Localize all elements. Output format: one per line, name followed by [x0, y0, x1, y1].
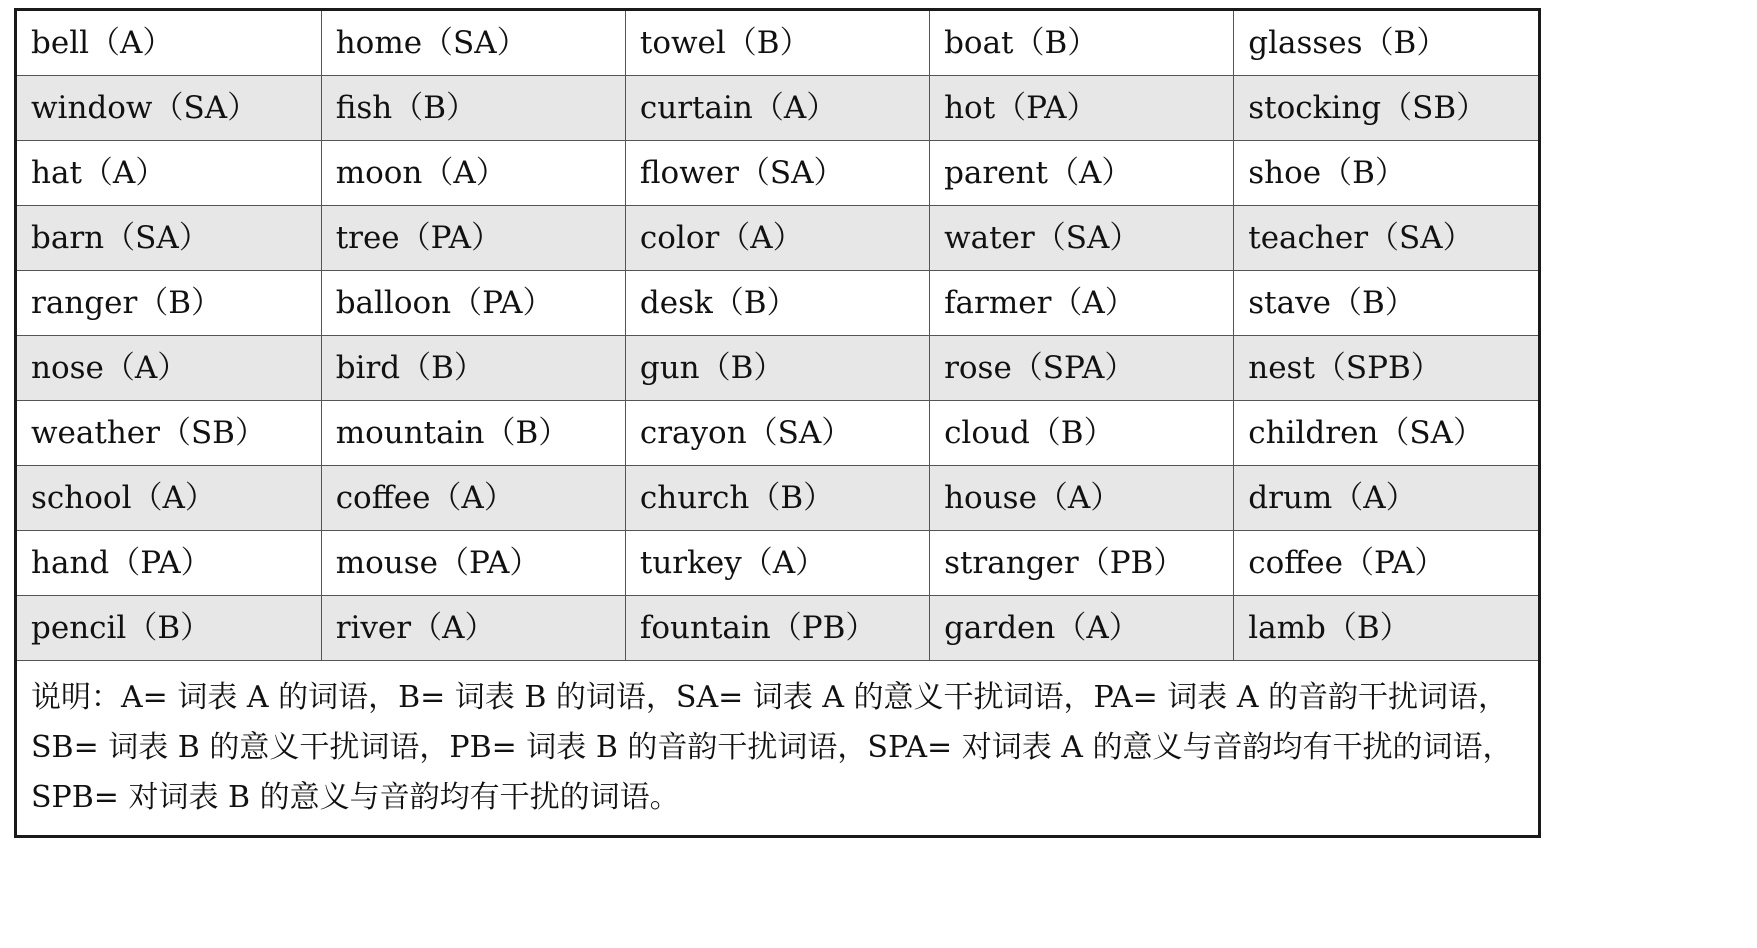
table-cell: parent（A） — [930, 141, 1234, 206]
table-cell: hot（PA） — [930, 76, 1234, 141]
table-cell: mouse（PA） — [321, 531, 625, 596]
table-cell: hat（A） — [17, 141, 321, 206]
table-cell: bell（A） — [17, 11, 321, 76]
table-cell: rose（SPA） — [930, 336, 1234, 401]
table-cell: barn（SA） — [17, 206, 321, 271]
table-cell: stave（B） — [1234, 271, 1538, 336]
table-cell: ranger（B） — [17, 271, 321, 336]
note-row — [17, 661, 1538, 836]
word-list-table-body — [17, 11, 1538, 835]
table-cell: home（SA） — [321, 11, 625, 76]
table-cell: farmer（A） — [930, 271, 1234, 336]
table-row — [17, 336, 1538, 401]
table-row — [17, 76, 1538, 141]
table-cell: flower（SA） — [625, 141, 929, 206]
table-cell: weather（SB） — [17, 401, 321, 466]
table-cell: water（SA） — [930, 206, 1234, 271]
table-cell: coffee（A） — [321, 466, 625, 531]
table-row — [17, 271, 1538, 336]
table-cell: fish（B） — [321, 76, 625, 141]
table-cell: moon（A） — [321, 141, 625, 206]
table-row — [17, 206, 1538, 271]
table-cell: window（SA） — [17, 76, 321, 141]
table-cell: mountain（B） — [321, 401, 625, 466]
table-cell: cloud（B） — [930, 401, 1234, 466]
table-cell: stocking（SB） — [1234, 76, 1538, 141]
table-cell: bird（B） — [321, 336, 625, 401]
table-cell: lamb（B） — [1234, 596, 1538, 661]
table-row — [17, 141, 1538, 206]
table-cell: fountain（PB） — [625, 596, 929, 661]
table-cell: turkey（A） — [625, 531, 929, 596]
table-cell: nose（A） — [17, 336, 321, 401]
table-cell: teacher（SA） — [1234, 206, 1538, 271]
table-cell: house（A） — [930, 466, 1234, 531]
word-list-table — [17, 11, 1538, 835]
table-cell: drum（A） — [1234, 466, 1538, 531]
table-cell: towel（B） — [625, 11, 929, 76]
table-note: 说明：A= 词表 A 的词语，B= 词表 B 的词语，SA= 词表 A 的意义干扰词语，PA= 词表 A 的音韵干扰词语，SB= 词表 B 的意义干扰词语，PB= 词表 B 的音韵干扰词语，SPA= 对词表 A 的意义与音韵均有干扰的词语，SPB= 对词表 B 的意义与音韵均有干扰的词语。 — [17, 661, 1538, 836]
table-cell: school（A） — [17, 466, 321, 531]
table-row — [17, 596, 1538, 661]
table-cell: pencil（B） — [17, 596, 321, 661]
table-row — [17, 401, 1538, 466]
table-cell: boat（B） — [930, 11, 1234, 76]
table-row — [17, 466, 1538, 531]
table-cell: crayon（SA） — [625, 401, 929, 466]
table-row — [17, 531, 1538, 596]
table-cell: gun（B） — [625, 336, 929, 401]
word-list-table-container — [14, 8, 1541, 838]
table-cell: children（SA） — [1234, 401, 1538, 466]
table-cell: balloon（PA） — [321, 271, 625, 336]
table-cell: color（A） — [625, 206, 929, 271]
table-cell: tree（PA） — [321, 206, 625, 271]
table-cell: river（A） — [321, 596, 625, 661]
table-cell: curtain（A） — [625, 76, 929, 141]
table-cell: church（B） — [625, 466, 929, 531]
table-row — [17, 11, 1538, 76]
table-cell: desk（B） — [625, 271, 929, 336]
table-cell: nest（SPB） — [1234, 336, 1538, 401]
table-cell: coffee（PA） — [1234, 531, 1538, 596]
table-cell: stranger（PB） — [930, 531, 1234, 596]
table-cell: shoe（B） — [1234, 141, 1538, 206]
table-cell: hand（PA） — [17, 531, 321, 596]
table-cell: garden（A） — [930, 596, 1234, 661]
table-cell: glasses（B） — [1234, 11, 1538, 76]
